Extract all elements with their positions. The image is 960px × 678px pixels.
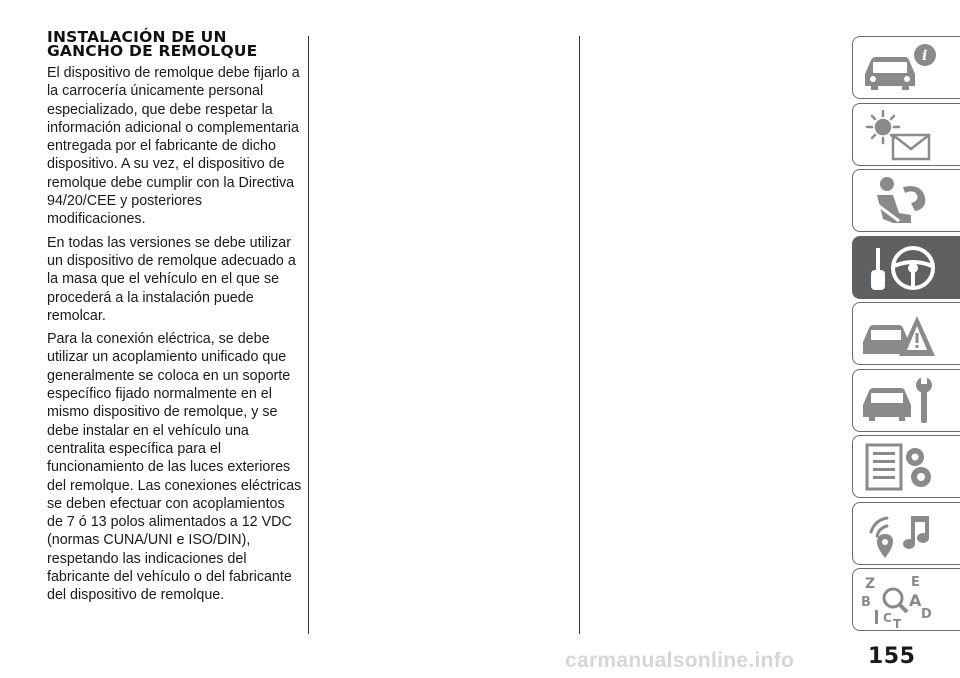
technical-data-icon (859, 439, 939, 495)
text-line: 94/20/CEE y posteriores (47, 193, 202, 210)
index-letter: A (909, 591, 922, 610)
text-line: se deben efectuar con acoplamientos (47, 495, 285, 512)
text-line: respetando las indicaciones del (47, 550, 247, 567)
index-letter: E (911, 575, 920, 590)
text-line: la masa que el vehículo en el que se (47, 271, 280, 288)
text-line: un dispositivo de remolque adecuado a (47, 252, 296, 269)
text-line: generalmente se coloca en un soporte (47, 367, 291, 384)
text-line: mismo dispositivo de remolque, y se (47, 404, 278, 421)
text-line: Para la conexión eléctrica, se debe (47, 331, 270, 348)
text-line: En todas las versiones se debe utilizar (47, 234, 291, 251)
tab-starting-driving[interactable] (852, 236, 960, 299)
text-line: (normas CUNA/UNI e ISO/DIN), (47, 532, 251, 549)
tab-alphabetical-index[interactable] (852, 568, 960, 631)
main-column (47, 30, 305, 610)
text-line: información adicional o complementaria (47, 119, 299, 136)
tab-maintenance[interactable] (852, 369, 960, 432)
text-line: de 7 ó 13 polos alimentados a 12 VDC (47, 514, 292, 531)
text-line: fabricante del vehículo o del fabricante (47, 569, 292, 586)
text-line: entregada por el fabricante de dicho (47, 138, 276, 155)
text-line: dispositivo. A su vez, el dispositivo de (47, 156, 285, 173)
car-info-icon (859, 40, 939, 96)
index-letter: B (861, 595, 871, 610)
seat-airbag-icon (859, 173, 939, 229)
tab-warning-lights[interactable] (852, 103, 960, 166)
paragraph-electrical (47, 330, 305, 604)
text-line: del dispositivo de remolque. (47, 587, 225, 604)
paragraph-versions (47, 234, 305, 325)
text-line: la carrocería únicamente personal (47, 83, 264, 100)
tab-car-info[interactable] (852, 36, 960, 99)
svg-text:i: i (922, 48, 928, 64)
key-steering-wheel-icon (859, 240, 939, 296)
index-letter: D (921, 607, 932, 622)
tab-emergency[interactable] (852, 302, 960, 365)
column-divider-left (308, 36, 309, 634)
text-line: remolque debe cumplir con la Directiva (47, 174, 295, 191)
section-heading-line: INSTALACIÓN DE UN (47, 28, 227, 46)
column-divider-right (579, 36, 580, 634)
text-line: funcionamiento de las luces exteriores (47, 459, 291, 476)
text-line: del remolque. Las conexiones eléctricas (47, 477, 302, 494)
text-line: específico fijado normalmente en el (47, 386, 272, 403)
alphabetical-index-icon (859, 572, 939, 628)
text-line: debe instalar en el vehículo una (47, 422, 249, 439)
car-emergency-icon (859, 306, 939, 362)
text-line: El dispositivo de remolque debe fijarlo a (47, 65, 300, 81)
multimedia-icon (859, 506, 939, 562)
section-heading-line: GANCHO DE REMOLQUE (47, 42, 258, 60)
warning-lights-message-icon (859, 107, 939, 163)
paragraph-installation (47, 64, 305, 229)
page-number: 155 (868, 644, 916, 669)
chapter-tabs (852, 36, 960, 635)
watermark: carmanualsonline.info (565, 649, 795, 672)
text-line: remolcar. (47, 307, 106, 324)
tab-multimedia[interactable] (852, 502, 960, 565)
index-letter: T (893, 617, 902, 628)
tab-technical-data[interactable] (852, 435, 960, 498)
index-letter: Z (865, 576, 876, 592)
section-heading (47, 30, 305, 58)
car-maintenance-icon (859, 373, 939, 429)
index-letter: C (883, 611, 892, 625)
tab-safety[interactable] (852, 169, 960, 232)
text-line: especializado, que debe respetar la (47, 101, 273, 118)
text-line: procederá a la instalación puede (47, 289, 254, 306)
text-line: modificaciones. (47, 211, 146, 228)
text-line: centralita específica para el (47, 440, 222, 457)
text-line: utilizar un acoplamiento unificado que (47, 349, 287, 366)
